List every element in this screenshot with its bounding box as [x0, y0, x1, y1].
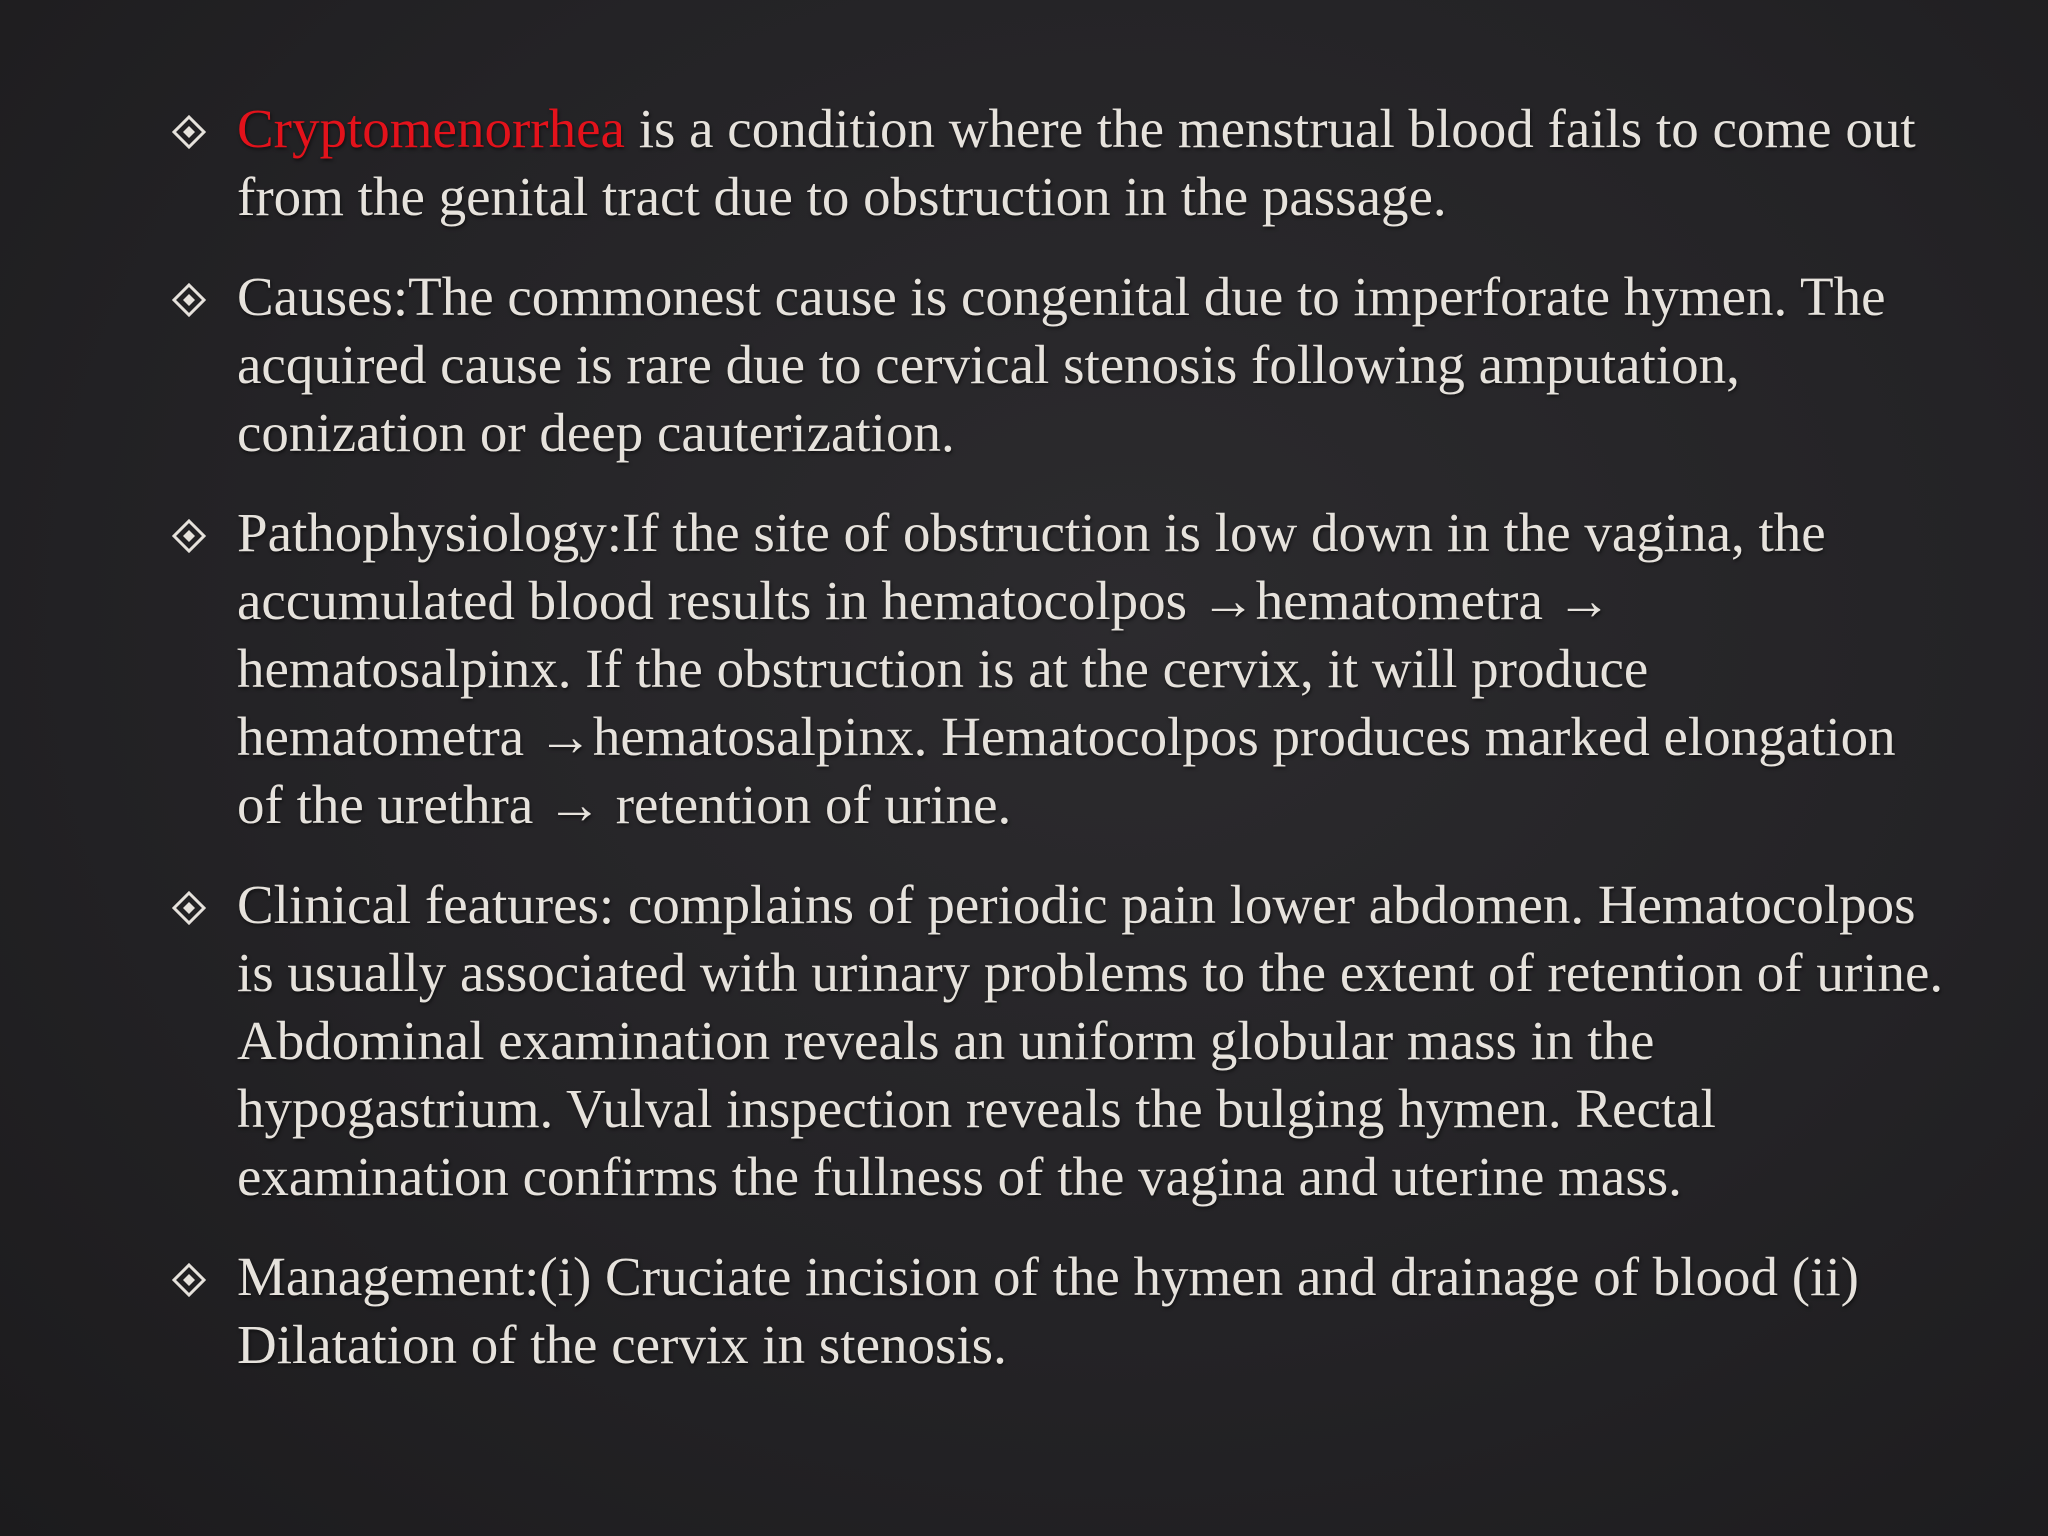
bullet-item — [0, 499, 2048, 839]
bullet-text: is a condition where the menstrual blood fails to come out from the genital tract due to obstruction in the passage. — [237, 98, 1916, 227]
bullet-text: Pathophysiology:If the site of obstruction is low down in the vagina, the accumulated blood results in hematocolpos →hematometra → hematosalpinx. If the obstruction is at the cervix, it will produce hematometra →hematosalpinx. Hematocolpos produces marked elongation of the urethra → retention of urine. — [237, 502, 1896, 835]
bullet-text: Causes:The commonest cause is congenital due to imperforate hymen. The acquired cause is rare due to cervical stenosis following amputation, conization or deep cauterization. — [237, 266, 1886, 463]
diamond-bullet-icon — [172, 115, 206, 149]
diamond-bullet-icon — [172, 283, 206, 317]
bullet-text: Management:(i) Cruciate incision of the hymen and drainage of blood (ii) Dilatation of the cervix in stenosis. — [237, 1246, 1859, 1375]
bullet-item — [0, 871, 2048, 1211]
diamond-bullet-icon — [172, 519, 206, 553]
bullet-item — [0, 263, 2048, 467]
bullet-list — [0, 95, 2048, 1411]
bullet-item — [0, 95, 2048, 231]
diamond-bullet-icon — [172, 1263, 206, 1297]
highlighted-term: Cryptomenorrhea — [237, 98, 625, 159]
diamond-bullet-icon — [172, 891, 206, 925]
bullet-item — [0, 1243, 2048, 1379]
bullet-text: Clinical features: complains of periodic pain lower abdomen. Hematocolpos is usually associated with urinary problems to the extent of retention of urine. Abdominal examination reveals an uniform globular mass in the hypogastrium. Vulval inspection reveals the bulging hymen. Rectal examination confirms the fullness of the vagina and uterine mass. — [237, 874, 1944, 1207]
